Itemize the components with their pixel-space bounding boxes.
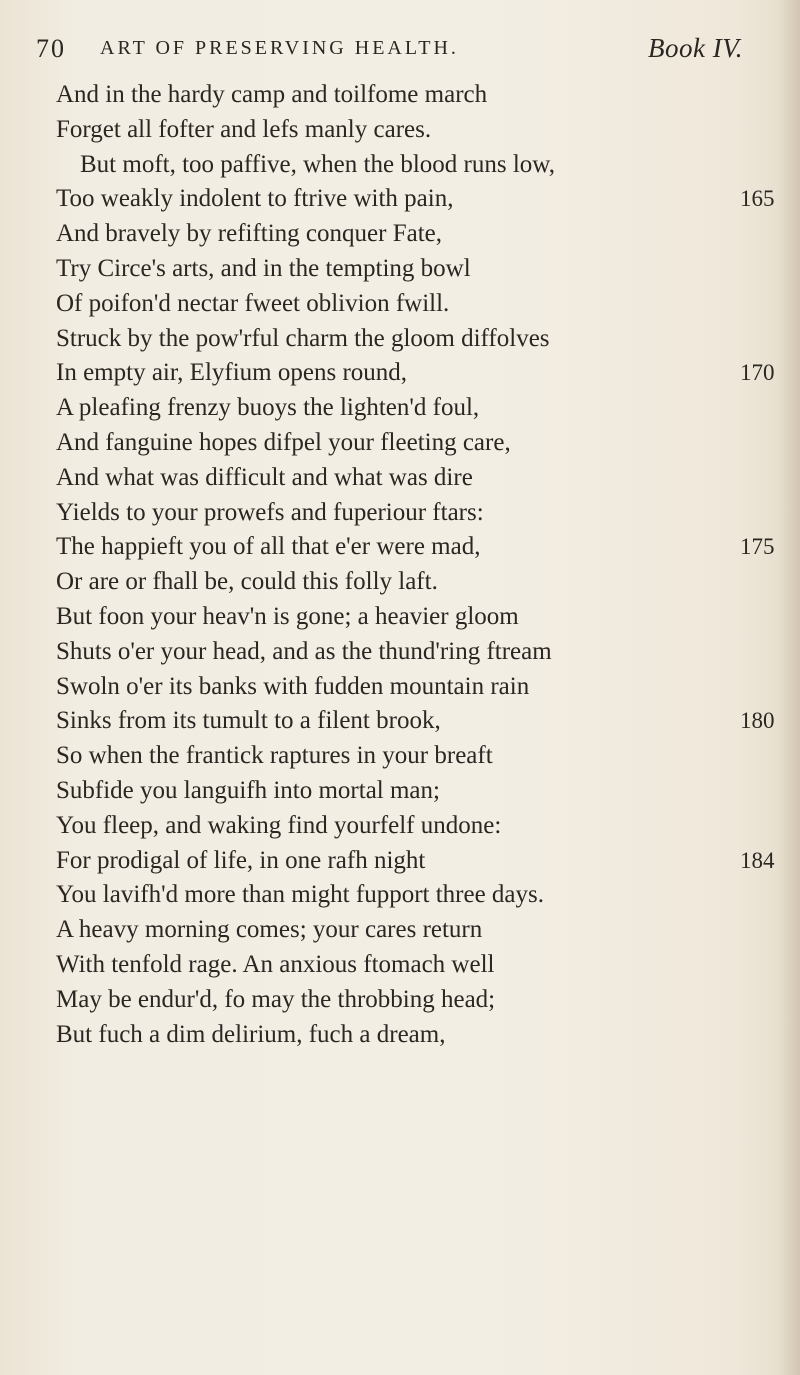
verse-line xyxy=(0,113,800,148)
verse-text: So when the frantick raptures in your breaft xyxy=(56,742,493,770)
verse-line xyxy=(0,704,800,739)
verse-text: With tenfold rage. An anxious ftomach well xyxy=(56,950,495,978)
verse-line xyxy=(0,356,800,391)
running-title: ART OF PRESERVING HEALTH. xyxy=(100,37,459,59)
verse-line xyxy=(0,182,800,217)
verse-line xyxy=(0,252,800,287)
verse-text: And bravely by refifting conquer Fate, xyxy=(56,220,442,248)
verse-text: And fanguine hopes difpel your fleeting care, xyxy=(56,428,511,456)
verse-line xyxy=(0,809,800,844)
verse-text: A heavy morning comes; your cares return xyxy=(56,916,483,944)
verse-text: You fleep, and waking find yourfelf undone: xyxy=(56,811,502,839)
verse-text: And in the hardy camp and toilfome march xyxy=(56,81,488,108)
verse-line xyxy=(0,322,800,357)
book-label: Book IV. xyxy=(648,33,743,63)
verse-line xyxy=(0,600,800,635)
verse-line xyxy=(0,530,800,565)
verse-line xyxy=(0,391,800,426)
verse-line xyxy=(0,844,800,879)
verse-text: Sinks from its tumult to a filent brook, xyxy=(56,707,441,735)
poem-text xyxy=(0,78,800,1052)
verse-text: May be endur'd, fo may the throbbing head; xyxy=(56,985,496,1013)
verse-text: A pleafing frenzy buoys the lighten'd foul, xyxy=(56,394,480,422)
verse-text: Or are or fhall be, could this folly laft. xyxy=(56,568,438,596)
verse-text: In empty air, Elyfium opens round, xyxy=(56,359,408,387)
verse-text: Subfide you languifh into mortal man; xyxy=(56,776,440,804)
verse-line xyxy=(0,670,800,705)
line-number: 170 xyxy=(740,360,775,386)
page-number: 70 xyxy=(36,34,66,63)
verse-line xyxy=(0,461,800,496)
line-number: 165 xyxy=(740,186,775,212)
verse-line xyxy=(0,913,800,948)
verse-line xyxy=(0,496,800,531)
verse-line xyxy=(0,287,800,322)
line-number: 180 xyxy=(740,708,775,734)
verse-line xyxy=(0,426,800,461)
verse-line xyxy=(0,635,800,670)
verse-line xyxy=(0,78,800,113)
verse-text: Swoln o'er its banks with fudden mountain rain xyxy=(56,672,530,700)
verse-line xyxy=(0,878,800,913)
line-number: 184 xyxy=(740,847,775,873)
verse-line xyxy=(0,948,800,983)
verse-line xyxy=(0,983,800,1018)
verse-text: Forget all fofter and lefs manly cares. xyxy=(56,115,432,143)
verse-text: And what was difficult and what was dire xyxy=(56,463,473,491)
running-head xyxy=(36,30,790,74)
verse-text: Struck by the pow'rful charm the gloom diffolves xyxy=(56,324,550,352)
verse-text: Of poifon'd nectar fweet oblivion fwill. xyxy=(56,289,450,317)
verse-line xyxy=(0,1018,800,1053)
verse-text: Too weakly indolent to ftrive with pain, xyxy=(56,185,454,213)
verse-text: Yields to your prowefs and fuperiour ftars: xyxy=(56,498,484,526)
verse-line xyxy=(0,217,800,252)
verse-line xyxy=(0,739,800,774)
verse-text: But foon your heav'n is gone; a heavier gloom xyxy=(56,602,519,630)
verse-line xyxy=(0,148,800,183)
verse-text: The happieft you of all that e'er were mad, xyxy=(56,533,481,561)
verse-text: But fuch a dim delirium, fuch a dream, xyxy=(56,1020,446,1048)
verse-line xyxy=(0,774,800,809)
verse-text: You lavifh'd more than might fupport three days. xyxy=(56,881,545,909)
verse-text: For prodigal of life, in one rafh night xyxy=(56,846,426,874)
verse-text: But moft, too paffive, when the blood runs low, xyxy=(80,150,555,178)
verse-text: Try Circe's arts, and in the tempting bowl xyxy=(56,254,471,282)
verse-line xyxy=(0,565,800,600)
verse-text: Shuts o'er your head, and as the thund'ring ftream xyxy=(56,637,552,665)
line-number: 175 xyxy=(740,534,775,560)
